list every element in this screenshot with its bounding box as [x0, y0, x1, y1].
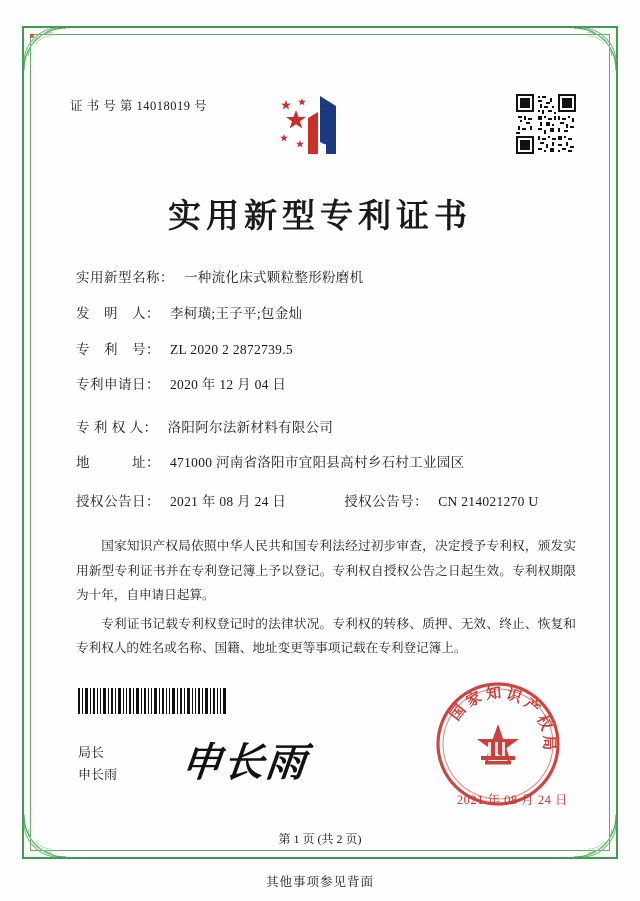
field-label: 专 利 权 人： [76, 419, 158, 435]
field-row-patent-number [76, 340, 580, 360]
field-row-grant-announcement [76, 492, 580, 512]
certificate-number: 证 书 号 第 14018019 号 [70, 99, 208, 113]
svg-text:国 家 知 识 产 权 局: 国 家 知 识 产 权 局 [447, 685, 557, 751]
grant-date-label: 授权公告日： [76, 493, 160, 509]
signature-block [78, 742, 117, 786]
seal-date: 2021 年 08 月 24 日 [456, 793, 568, 807]
page-title: 实用新型专利证书 [168, 199, 472, 235]
field-row-inventors [76, 304, 580, 324]
grant-date-value: 2021 年 08 月 24 日 [170, 493, 287, 509]
page-number: 第 1 页 (共 2 页) [278, 832, 362, 846]
signature-role: 局长 [78, 745, 105, 760]
paragraph-registry-statement: 专利证书记载专利权登记时的法律状况。专利权的转移、质押、无效、终止、恢复和专利权人的姓名或名称、国籍、地址变更等事项记载在专利登记簿上。 [76, 616, 576, 656]
paragraph-grant-statement: 国家知识产权局依照中华人民共和国专利法经过初步审查，决定授予专利权，颁发实用新型专利证书并在专利登记簿上予以登记。专利权自授权公告之日起生效。专利权期限为十年，自申请日起算。 [76, 539, 576, 603]
field-value: 2020 年 12 月 04 日 [170, 377, 287, 393]
handwritten-signature: 申长雨 [179, 740, 311, 785]
field-label: 实用新型名称： [76, 270, 174, 285]
field-label: 地 址： [76, 455, 160, 471]
barcode-icon [78, 688, 228, 714]
qr-code-icon [516, 94, 576, 154]
field-label: 专 利 号： [76, 341, 160, 357]
field-label: 发 明 人： [76, 305, 160, 321]
field-row-address [76, 453, 580, 473]
certificate-fields [76, 268, 580, 527]
legal-text-block [76, 534, 576, 665]
field-label: 专利申请日： [76, 377, 160, 393]
field-row-patentee [76, 418, 580, 438]
field-row-utility-model-name [76, 268, 580, 288]
field-value: ZL 2020 2 2872739.5 [170, 341, 293, 357]
cnipa-logo-icon [274, 92, 366, 164]
field-row-application-date [76, 375, 580, 395]
grant-number-value: CN 214021270 U [438, 493, 539, 509]
footnote: 其他事项参见背面 [265, 875, 374, 889]
grant-number-label: 授权公告号： [344, 493, 429, 509]
field-value: 一种流化床式颗粒整形粉磨机 [184, 270, 364, 285]
field-value: 李柯璜;王子平;包金灿 [170, 305, 303, 321]
field-value: 471000 河南省洛阳市宜阳县高村乡石村工业园区 [170, 455, 465, 471]
grant-number-pair [344, 492, 538, 512]
field-value: 洛阳阿尔法新材料有限公司 [167, 419, 334, 435]
signature-name: 申长雨 [78, 767, 118, 783]
